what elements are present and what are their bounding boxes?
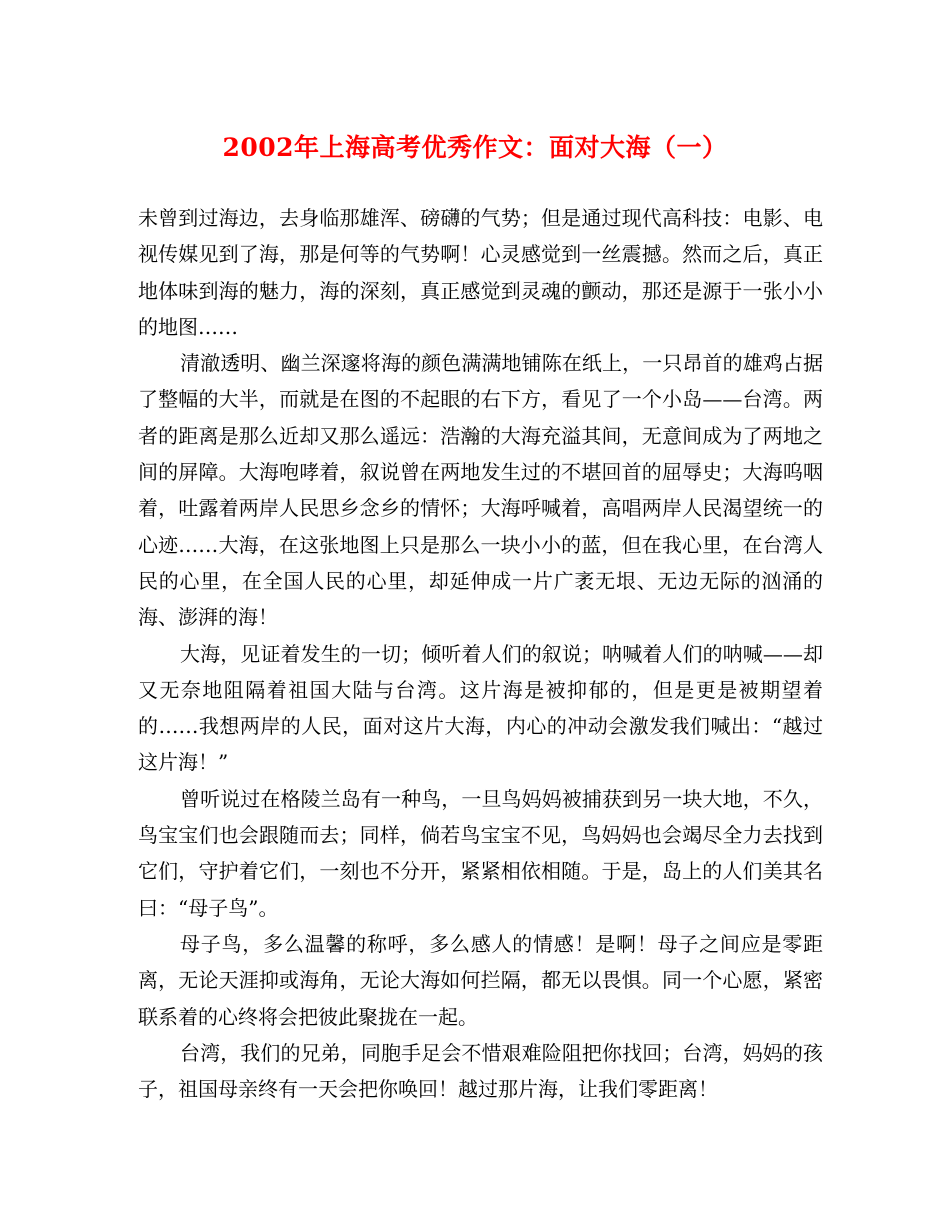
paragraph: 清澈透明、幽兰深邃将海的颜色满满地铺陈在纸上，一只昂首的雄鸡占据了整幅的大半，而就是在图的不起眼的右下方，看见了一个小岛——台湾。两者的距离是那么近却又那么遥远：浩瀚的大海充溢其间，无意间成为了两地之间的屏障。大海咆哮着，叙说曾在两地发生过的不堪回首的屈辱史；大海呜咽着，吐露着两岸人民思乡念乡的情怀；大海呼喊着，高唱两岸人民渴望统一的心迹……大海，在这张地图上只是那么一块小小的蓝，但在我心里，在台湾人民的心里，在全国人民的心里，却延伸成一片广袤无垠、无边无际的汹涌的海、澎湃的海！ — [138, 351, 823, 630]
paragraph: 曾听说过在格陵兰岛有一种鸟，一旦鸟妈妈被捕获到另一块大地，不久，鸟宝宝们也会跟随而去；同样，倘若鸟宝宝不见，鸟妈妈也会竭尽全力去找到它们，守护着它们，一刻也不分开，紧紧相依相随。于是，岛上的人们美其名曰：“母子鸟”。 — [138, 786, 823, 920]
paragraph: 台湾，我们的兄弟，同胞手足会不惜艰难险阻把你找回；台湾，妈妈的孩子，祖国母亲终有一天会把你唤回！越过那片海，让我们零距离！ — [138, 1040, 823, 1102]
paragraph: 未曾到过海边，去身临那雄浑、磅礴的气势；但是通过现代高科技：电影、电视传媒见到了海，那是何等的气势啊！心灵感觉到一丝震撼。然而之后，真正地体味到海的魅力，海的深刻，真正感觉到灵魂的颤动，那还是源于一张小小的地图…… — [138, 206, 823, 339]
document-title: 2002年上海高考优秀作文：面对大海（一） — [222, 133, 728, 162]
document-body — [138, 200, 823, 1107]
paragraph: 大海，见证着发生的一切；倾听着人们的叙说；呐喊着人们的呐喊——却又无奈地阻隔着祖国大陆与台湾。这片海是被抑郁的，但是更是被期望着的……我想两岸的人民，面对这片大海，内心的冲动会激发我们喊出：“越过这片海！” — [138, 641, 823, 775]
paragraph: 母子鸟，多么温馨的称呼，多么感人的情感！是啊！母子之间应是零距离，无论天涯抑或海角，无论大海如何拦隔，都无以畏惧。同一个心愿，紧密联系着的心终将会把彼此聚拢在一起。 — [138, 931, 823, 1029]
